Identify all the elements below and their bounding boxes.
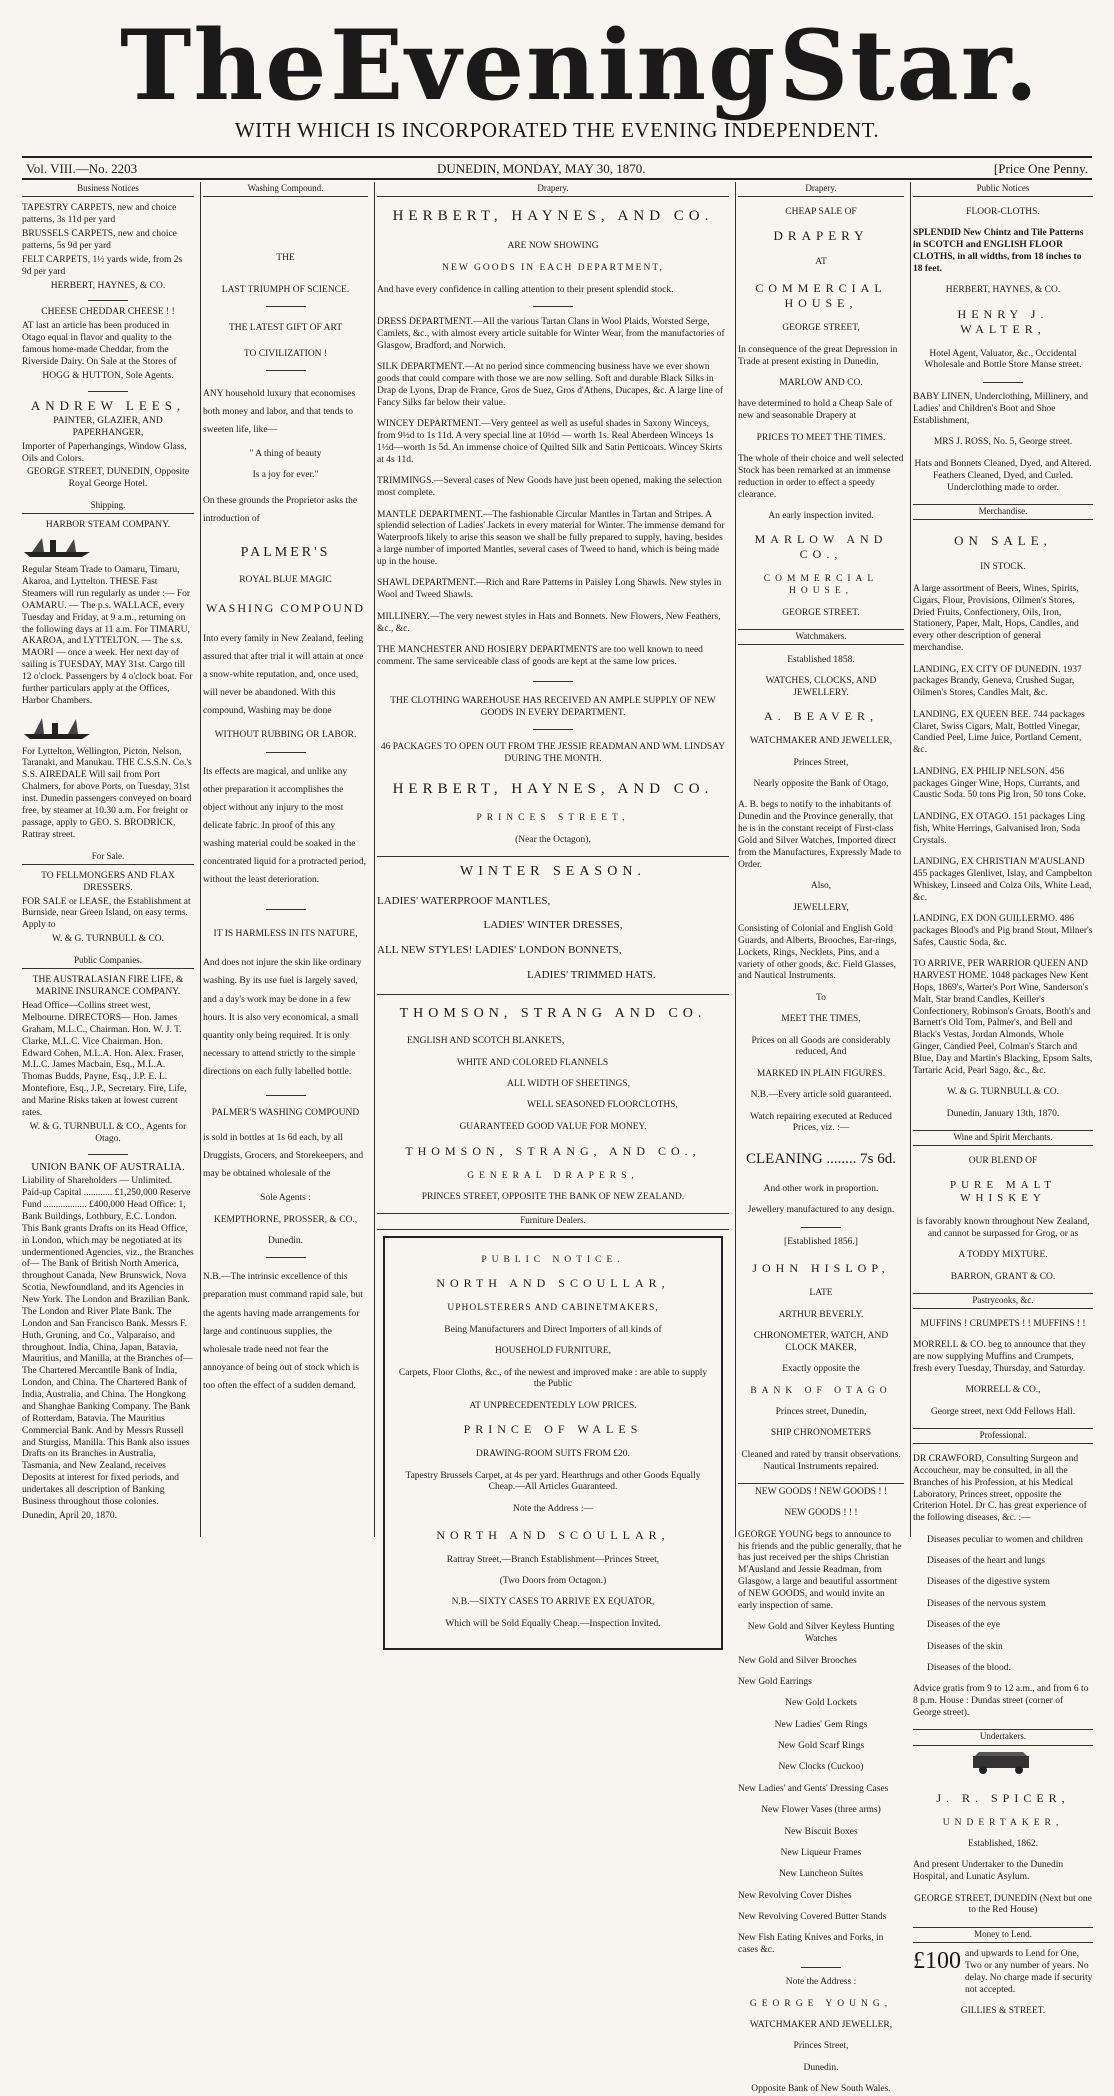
ad-text: FOR SALE or LEASE, the Establishment at Burnside, near Green Island, on easy terms. Apply to <box>22 896 191 931</box>
list-item: New Revolving Cover Dishes <box>738 1890 852 1901</box>
ad-text: Jewellery manufactured to any design. <box>747 1205 895 1216</box>
ad-text: Also, <box>810 881 832 892</box>
ad-signature: W. & G. TURNBULL & CO., Agents for Otago. <box>29 1121 187 1144</box>
list-item: Diseases of the digestive system <box>927 1577 1050 1588</box>
ad-heading: NORTH AND SCOULLAR, <box>436 1527 670 1542</box>
list-item: Diseases of the skin <box>927 1641 1003 1652</box>
ad-text: PRINCES STREET, OPPOSITE THE BANK OF NEW ZEALAND. <box>421 1191 685 1202</box>
harbor-ad <box>22 520 194 707</box>
ad-text: MARLOW AND CO. <box>779 377 863 388</box>
list-item: LANDING, EX QUEEN BEE. 744 packages Claret, Swiss Cigars, Malt, Bottled Vinegar, Candied Peel, Lime Juice, Portland Cement, &c. <box>913 709 1085 756</box>
union-bank-ad <box>22 1161 194 1523</box>
divider <box>801 1227 841 1228</box>
ad-text: Advice gratis from 9 to 12 a.m., and from 6 to 8 p.m. House : Dundas street (corner of George street). <box>913 1684 1089 1718</box>
ad-text: N.B.—SIXTY CASES TO ARRIVE EX EQUATOR, <box>451 1597 655 1608</box>
ad-heading: MARLOW AND CO., <box>754 532 888 562</box>
title-word-1: The <box>120 8 329 122</box>
ad-heading: THOMSON, STRANG, AND CO., <box>405 1143 701 1158</box>
list-item: New Ladies' Gem Rings <box>774 1719 868 1730</box>
ad-text: LADIES' WINTER DRESSES, <box>483 919 623 932</box>
dateline-bar <box>22 156 1092 180</box>
ad-text: Which will be Sold Equally Cheap.—Inspection Invited. <box>445 1618 661 1629</box>
divider <box>266 909 306 910</box>
ad-text: SHIP CHRONOMETERS <box>770 1428 872 1439</box>
ad-signature: BARRON, GRANT & CO. <box>950 1271 1056 1282</box>
ad-heading: A. BEAVER, <box>763 709 879 724</box>
ad-heading: THOMSON, STRANG AND CO. <box>399 1005 707 1021</box>
ad-text: DR CRAWFORD, Consulting Surgeon and Accoucheur, may be consulted, in all the Branches of his Profession, at his Medical Laboratory, Princes street, opposite the Criterion Hotel. Dr C. has great experience of the following diseases, &c. :— <box>913 1453 1087 1524</box>
ad-text: In consequence of the great Depression in Trade at present existing in Dunedin, <box>738 344 898 367</box>
ad-text: ANY household luxury that economises both money and labor, and that tends to sweeten life, like— <box>203 389 356 436</box>
ad-text: Hotel Agent, Valuator, &c., Occidental Wholesale and Bottle Store Manse street. <box>924 348 1082 371</box>
ad-heading: ANDREW LEES, <box>30 397 186 413</box>
ad-text: ENGLISH AND SCOTCH BLANKETS, <box>407 1036 565 1047</box>
list-item: New Biscuit Boxes <box>784 1826 858 1837</box>
ad-text: Established, 1862. <box>968 1838 1038 1849</box>
ad-signature: HERBERT, HAYNES, & CO. <box>945 285 1061 296</box>
ad-heading: ON SALE, <box>954 533 1052 549</box>
divider <box>88 300 128 301</box>
ad-signature: GILLIES & STREET. <box>960 2006 1046 2016</box>
ad-text: Tapestry Brussels Carpet, at 4s per yard. Hearthrugs and other Goods Equally Cheap.—All Articles Guaranteed. <box>405 1470 701 1493</box>
ad-text: Being Manufacturers and Direct Importers of all kinds of <box>444 1324 662 1335</box>
ad-text: NEW GOODS IN EACH DEPARTMENT, <box>442 262 664 273</box>
ad-text: IN STOCK. <box>980 562 1026 573</box>
ad-heading: HERBERT, HAYNES, AND CO. <box>392 208 714 225</box>
cheese-ad <box>22 307 194 382</box>
hearse-icon <box>913 1752 1093 1774</box>
ad-text: BRUSSELS CARPETS, new and choice patterns, 5s 9d per yard <box>22 229 177 251</box>
ad-text: WATCHMAKER AND JEWELLER, <box>749 736 893 747</box>
ad-heading: PURE MALT WHISKEY <box>949 1178 1057 1205</box>
section-header: For Sale. <box>22 850 194 865</box>
ad-text: GEORGE STREET. <box>782 607 860 618</box>
ad-text: GEORGE STREET, DUNEDIN (Next but one to the Red House) <box>914 1893 1092 1916</box>
ad-text: Watch repairing executed at Reduced Prices, viz. :— <box>750 1111 892 1134</box>
ad-text: OUR BLEND OF <box>968 1155 1038 1166</box>
ad-heading: WINTER SEASON. <box>460 864 646 880</box>
ad-text: And other work in proportion. <box>763 1184 879 1194</box>
ad-signature: W. & G. TURNBULL & CO. <box>51 934 165 945</box>
lees-ad <box>22 398 194 492</box>
section-header: Business Notices <box>22 182 194 197</box>
newspaper-title <box>120 8 1040 122</box>
ad-text: Princes street, Dunedin, <box>775 1406 867 1417</box>
price: [Price One Penny. <box>993 161 1088 176</box>
ad-text: Into every family in New Zealand, feeling assured that after trial it will attain at once a snow-white reputation, and, once used, will never be abandoned. With this compound, Washing may be done <box>203 634 364 717</box>
dept-text: MILLINERY.—The very newest styles in Hats and Bonnets. New Flowers, New Feathers, &c., &c. <box>377 611 721 634</box>
ad-text: George street, next Odd Fellows Hall. <box>930 1406 1076 1417</box>
ad-text: JEWELLERY, <box>793 902 849 913</box>
ad-text: N.B.—The intrinsic excellence of this preparation must command rapid sale, but the agents having made arrangements for large and continuous supplies, the wholesale trade need not fear the annoyance of being out of stock which is too often the effect of a sudden demand. <box>203 1272 363 1391</box>
ad-heading: NORTH AND SCOULLAR, <box>436 1276 670 1291</box>
steamship-icon <box>22 716 92 740</box>
ad-signature: HERBERT, HAYNES, & CO. <box>50 280 166 291</box>
ad-text: AT <box>815 257 827 268</box>
ad-text: WATCHMAKER AND JEWELLER, <box>749 2019 893 2030</box>
column-4 <box>738 182 911 2094</box>
divider <box>533 729 573 730</box>
list-item: Diseases of the heart and lungs <box>927 1556 1045 1566</box>
ad-text: MEET THE TIMES, <box>781 1014 861 1025</box>
ad-text: COMMERCIAL HOUSE, <box>763 574 879 597</box>
ad-text: For Lyttelton, Wellington, Picton, Nelson, Taranaki, and Manukau. THE C.S.S.N. Co.'s S.S. AIREDALE Will sail from Port Chalmers, for above Ports, on Tuesday, 31st inst. Dunedin passengers conveyed on board free, by steamer at 10.30 a.m. For freight or passage, apply to GEO. S. BRODRICK, Rattray street. <box>22 746 192 840</box>
ad-text: AT last an article has been produced in Otago equal in flavor and quality to the famous home-made Cheddar, from the Riverside Dairy. On Sale at the Stores of <box>22 321 177 367</box>
ad-text: Note the Address : <box>785 1977 857 1988</box>
list-item: New Gold and Silver Keyless Hunting Watches <box>747 1622 895 1645</box>
title-word-2: Evening <box>330 8 778 122</box>
ad-text: Its effects are magical, and unlike any other preparation it accomplishes the object without any injury to the most delicate fabric. In proof of this any washing material could be soaked in the concentrated liquid for a protracted period, without the least deterioration. <box>203 766 367 885</box>
list-item: New Ladies' and Gents' Dressing Cases <box>738 1783 889 1794</box>
ad-text: 46 PACKAGES TO OPEN OUT FROM THE JESSIE READMAN AND WM. LINDSAY DURING THE MONTH. <box>380 741 726 764</box>
ad-text: MARKED IN PLAIN FIGURES. <box>756 1068 886 1079</box>
ad-heading: MUFFINS ! CRUMPETS ! ! MUFFINS ! ! <box>920 1318 1086 1329</box>
ad-heading: TO FELLMONGERS AND FLAX DRESSERS. <box>41 870 175 893</box>
ad-heading: NEW GOODS ! ! ! <box>784 1508 858 1519</box>
list-item: New Gold Earrings <box>738 1676 812 1687</box>
ad-heading: GEORGE YOUNG, <box>749 1998 893 2009</box>
quote: " A thing of beauty <box>249 448 322 459</box>
list-item: New Luncheon Suites <box>779 1869 863 1880</box>
ad-text: And does not injure the skin like ordinary washing. By its use fuel is largely saved, and a day's work may be done in a few hours. It is also very economical, a small quantity only being required. It is only necessary to attend strictly to the simple directions on each fully labelled bottle. <box>203 958 362 1077</box>
ad-heading: PUBLIC NOTICE. <box>481 1255 625 1265</box>
divider <box>88 1154 128 1155</box>
ad-heading: CLEANING ........ 7s 6d. <box>746 1151 896 1168</box>
ad-text: PRICES TO MEET THE TIMES. <box>756 432 886 443</box>
section-header: Professional. <box>913 1428 1093 1444</box>
dept-text: DRESS DEPARTMENT.—All the various Tartan Clans in Wool Plaids, Worsted Serge, Camlets, &c., with almost every article suitable for Winter Wear, from the manufactories of Glasgow, Bradford, and Norwich. <box>377 317 725 351</box>
dept-text: SILK DEPARTMENT.—At no period since commencing business have we ever shown goods that could compare with those we are now selling. Soft and durable Black Silks in Drap de Lyons, Drap de France, Gros de Suez, Gros d'Athens, Ducapes, &c. A large line of Fancy Silks far below their value. <box>377 362 724 408</box>
ad-text: ROYAL BLUE MAGIC <box>239 575 332 586</box>
ad-text: THE CLOTHING WAREHOUSE HAS RECEIVED AN AMPLE SUPPLY OF NEW GOODS IN EVERY DEPARTMENT. <box>390 695 716 718</box>
section-header: Public Companies. <box>22 954 194 969</box>
ad-text: ARE NOW SHOWING <box>507 241 599 251</box>
ad-text: [Established 1856.] <box>784 1237 858 1248</box>
ad-text: Princes Street, <box>793 2041 849 2052</box>
ad-heading: COMMERCIAL HOUSE, <box>755 281 887 311</box>
airedale-ad <box>22 716 194 842</box>
ad-text: Prices on all Goods are considerably reduced, And <box>751 1035 891 1058</box>
ad-text: THE LATEST GIFT OF ART <box>228 323 343 333</box>
list-item: New Gold Lockets <box>785 1698 857 1709</box>
ad-text: Note the Address :— <box>513 1503 593 1514</box>
ad-heading: WASHING COMPOUND <box>205 601 365 616</box>
ad-text: N.B.—Every article sold guaranteed. <box>750 1090 892 1101</box>
ad-signature: MORRELL & CO., <box>965 1385 1041 1396</box>
ad-text: A. B. begs to notify to the inhabitants of Dunedin and the Province generally, that <box>738 800 894 823</box>
divider <box>266 370 306 371</box>
list-item: Diseases of the blood. <box>927 1662 1011 1673</box>
ad-text: Dunedin. <box>267 1236 304 1247</box>
ad-text: Carpets, Floor Cloths, &c., of the newest and improved make : are able to supply the Public <box>398 1367 708 1390</box>
masthead <box>0 0 1114 150</box>
list-item: Diseases peculiar to women and children <box>927 1534 1083 1545</box>
ad-heading: HERBERT, HAYNES, AND CO. <box>392 780 714 797</box>
ad-text: DRAWING-ROOM SUITS FROM £20. <box>476 1449 630 1460</box>
ad-text: Dunedin. <box>803 2062 839 2073</box>
divider <box>533 306 573 307</box>
divider <box>266 1095 306 1096</box>
dept-text: MANTLE DEPARTMENT.—The fashionable Circular Mantles in Tartan and Stripes. A splendid selection of Ladies' Jackets in every material for Winter. The immense demand for Waterproofs likely to arise this season we shall be fully prepared to supply, having, besides a large number of imported Mantles, several cases of Tweed to hand, which is being made up in the house. <box>377 509 725 567</box>
ad-date: Dunedin, January 13th, 1870. <box>946 1108 1060 1119</box>
ad-text: And present Undertaker to the Dunedin Hospital, and Lunatic Asylum. <box>913 1860 1064 1883</box>
ad-signature: HOGG & HUTTON, Sole Agents. <box>42 370 174 381</box>
ad-text: Princes Street, <box>793 757 849 768</box>
list-item: LANDING, EX DON GUILLERMO. 486 packages Blood's and Pig brand Stout, Milner's Safes, Caustic Soda, &c. <box>913 913 1093 948</box>
list-item: LANDING, EX OTAGO. 151 packages Ling fish, White Herrings, Galvanised Iron, Soda Crystals. <box>913 811 1086 846</box>
ad-text: (Near the Octagon), <box>515 834 591 845</box>
section-header: Washing Compound. <box>203 182 368 197</box>
section-header: Undertakers. <box>913 1729 1093 1745</box>
subtitle: WITH WHICH IS INCORPORATED THE EVENING INDEPENDENT. <box>234 118 880 142</box>
ad-text: LATE <box>809 1288 833 1299</box>
divider <box>88 391 128 392</box>
ad-text: Head Office—Collins street west, Melbourne. DIRECTORS— Hon. James Graham, M.L.C., Chairman. Hon. W. J. T. Clarke, M.L.C. Vice Chairman. Hon. Edward Cohen, M.L.A. Hon. Alex. Fraser, M.L.C. James Macbain, Esq., M.L.A. Thomas Budds, Payne, Esq., J.P. E. L. Montefiore, Esq., J.P., Secretary. Fire, Life, and Marine Risks taken at lowest current rates. <box>22 1001 187 1118</box>
ad-text: GEORGE YOUNG begs to announce to his friends and the public generally, that he has just received per the ships Christian M'Ausland and Jessie Readman, from Glasgow, a large and beautiful assortment of NEW GOODS, and would invite an early inspection of same. <box>738 1529 902 1611</box>
list-item: Diseases of the nervous system <box>927 1598 1046 1609</box>
ad-text: Opposite Bank of New South Wales. <box>751 2084 891 2094</box>
ad-text: UNDERTAKER, <box>942 1817 1064 1828</box>
ad-heading: DRAPERY <box>773 228 869 244</box>
fellmongers-ad <box>22 871 194 946</box>
section-header: Pastrycooks, &c. <box>913 1293 1093 1309</box>
volume-number: Vol. VIII.—No. 2203 <box>26 161 138 176</box>
list-item: New Gold Scarf Rings <box>777 1741 865 1751</box>
section-header: Shipping. <box>22 499 194 514</box>
ad-text: ALL NEW STYLES! LADIES' LONDON BONNETS, <box>377 944 622 957</box>
ad-heading: PRINCE OF WALES <box>463 1422 643 1437</box>
ad-text: is sold in bottles at 1s 6d each, by all Druggists, Grocers, and Storekeepers, and may be obtained wholesale of the <box>203 1133 364 1180</box>
ad-text: CHEAP SALE OF <box>785 206 857 217</box>
list-item: New Clocks (Cuckoo) <box>778 1762 864 1773</box>
ad-text: HOUSEHOLD FURNITURE, <box>494 1346 612 1357</box>
divider <box>266 306 306 307</box>
ad-heading: THE AUSTRALASIAN FIRE LIFE, & MARINE INSURANCE COMPANY. <box>32 975 184 998</box>
ad-text: And have every confidence in calling attention to their present splendid stock. <box>377 284 674 295</box>
list-item: New Gold and Silver Brooches <box>738 1655 857 1666</box>
ad-text: Established 1858. <box>787 654 855 665</box>
ad-text: PAINTER, GLAZIER, AND PAPERHANGER, <box>53 415 163 438</box>
list-item: Diseases of the eye <box>927 1620 1001 1631</box>
list-item: New Liqueur Frames <box>780 1847 862 1858</box>
list-item: LANDING, EX CITY OF DUNEDIN. 1937 packages Brandy, Geneva, Crushed Sugar, Oilmen's Stores, Candles Malt, &c. <box>913 664 1082 699</box>
furniture-ad-box <box>383 1236 723 1651</box>
list-item: LANDING, EX PHILIP NELSON. 456 packages Ginger Wine, Hops, Currants, and Caustic Soda. 50 tons Pig Iron, 50 tons Coke. <box>913 766 1086 801</box>
ad-text: A TODDY MIXTURE. <box>958 1250 1048 1261</box>
ad-text: ALL WIDTH OF SHEETINGS, <box>507 1078 630 1089</box>
ad-heading: UNION BANK OF AUSTRALIA. <box>31 1160 185 1173</box>
ad-text: GENERAL DRAPERS, <box>467 1170 639 1181</box>
list-item: New Fish Eating Knives and Forks, in cases &c. <box>738 1933 884 1956</box>
divider <box>801 1967 841 1968</box>
title-word-3: Star. <box>778 8 1040 122</box>
list-item: TO ARRIVE, PER WARRIOR QUEEN AND HARVEST HOME. 1048 packages New Kent Hops, 1869's, Warter's Port Wine, Sanderson's Malt, Star brand Candles, Keiller's Confectionery, Robinson's Groats, Booth's and Barnett's Old Tom, Palmer's, and Bell and Black's Vestas, Jordan Almonds, Whole Ginger, Candied Peel, Colman's Starch and Blue, Day and Martin's Blacking, Epsom Salts, Tartaric Acid, Pearl Sago, &c., &c. <box>913 959 1093 1076</box>
section-header: Watchmakers. <box>738 629 904 645</box>
insurance-ad <box>22 975 194 1145</box>
ad-text: The whole of their choice and well selected Stock has been remarked at an immense reduction in order to effect a speedy clearance. <box>738 453 904 500</box>
ad-text: Importer of Paperhangings, Window Glass, Oils and Colors. <box>22 441 187 464</box>
divider <box>266 1257 306 1258</box>
column-1 <box>22 182 201 1537</box>
ad-text: and upwards to Lend for One, Two or any number of years. No delay. No charge made if security not accepted. <box>965 1949 1093 1995</box>
ad-text: FELT CARPETS, 1½ yards wide, from 2s 9d per yard <box>22 254 183 277</box>
ad-text: Rattray Street,—Branch Establishment—Princes Street, <box>446 1554 660 1565</box>
section-header: Drapery. <box>377 182 729 197</box>
ad-signature: KEMPTHORNE, PROSSER, & CO., <box>213 1214 358 1225</box>
section-header: Public Notices <box>913 182 1093 197</box>
ad-text: ARTHUR BEVERLY. <box>778 1309 864 1320</box>
ad-heading: WATCHES, CLOCKS, AND JEWELLERY. <box>765 676 877 698</box>
ad-text: BABY LINEN, Underclothing, Millinery, and Ladies' and Children's Boot and Shoe Establishment, <box>913 392 1089 426</box>
ad-text: A large assortment of Beers, Wines, Spirits, Cigars, Flour, Provisions, Oilmen's Stores, Dried Fruits, Confectionery, Oils, Iron, Stationery, Paper, Malt, Hops, Candles, and every other description of general merchandise. <box>913 583 1079 654</box>
ad-text: GUARANTEED GOOD VALUE FOR MONEY. <box>459 1121 647 1132</box>
ad-text: Liability of Shareholders — Unlimited. Paid-up Capital ............ £1,250,000 Reserve Fund .................. £400,000 Head Office: 1, Bank Buildings, Lothbury, E.C. London. This Bank grants Drafts on its Head Office, in London, which may be negotiated at its undermentioned Agencies, viz., the Branches of— The Bank of British North America, throughout Canada, New Brunswick, Nova Scotia, Newfoundland, and its Agencies in New York. The London and Brazilian Bank. The London and River Plate Bank. The London and San Francisco Bank. Messrs F. Huth, Gruning, and Co., Valparaiso, and throughout. India, China, Japan, Batavia, Mauritius, and Manilla, at the Branches of— The Chartered Mercantile Bank of India, London, and China. The Chartered Bank of India, Australia, and China. The Hongkong and Shanghae Banking Company. The Bank of Rotterdam, Batavia. The Mauritius Commercial Bank. And by Messrs Russell and Sturgiss, Manilla. This Bank also issues Drafts on its Branches in Australia, Tasmania, and New Zealand, receives Deposits at interest for fixed periods, and undertakes all description of Banking Business throughout those colonies. <box>22 1176 194 1507</box>
section-header: Money to Lend. <box>913 1927 1093 1943</box>
place-date: DUNEDIN, MONDAY, MAY 30, 1870. <box>437 161 646 176</box>
ad-date: Dunedin, April 20, 1870. <box>22 1510 117 1521</box>
ad-heading: HARBOR STEAM COMPANY. <box>45 520 171 531</box>
ad-text: MRS J. ROSS, No. 5, George street. <box>933 437 1073 448</box>
dept-text: THE MANCHESTER AND HOSIERY DEPARTMENTS are too well known to need comment. The same serviceable class of goods are kept at the same low prices. <box>377 644 703 667</box>
ad-text: is favorably known throughout New Zealand, and cannot be surpassed for Grog, or as <box>916 1217 1090 1239</box>
dept-text: SHAWL DEPARTMENT.—Rich and Rare Patterns in Paisley Long Shawls. New styles in Wool and Tweed Shawls. <box>377 578 722 601</box>
ad-text: IT IS HARMLESS IN ITS NATURE, <box>213 929 358 940</box>
ad-text: BANK OF OTAGO <box>750 1385 892 1396</box>
money-amount: £100 <box>913 1948 961 1974</box>
section-header: Merchandise. <box>913 504 1093 520</box>
ad-text: Nearly opposite the Bank of Otago, <box>753 779 889 789</box>
divider <box>983 382 1023 383</box>
ad-text: MORRELL & CO. beg to announce that they are now supplying Muffins and Crumpets, fresh every Tuesday, Thursday, and Saturday. <box>913 1340 1086 1374</box>
section-header: Drapery. <box>738 182 904 197</box>
ad-text: WITHOUT RUBBING OR LABOR. <box>214 730 357 741</box>
dept-text: TRIMMINGS.—Several cases of New Goods have just been opened, making the selection most complete. <box>377 476 722 499</box>
ad-text: An early inspection invited. <box>768 510 874 521</box>
divider <box>533 681 573 682</box>
ad-text: LADIES' WATERPROOF MANTLES, <box>377 894 551 907</box>
ad-text: have determined to hold a Cheap Sale of new and seasonable Drapery at <box>738 399 893 422</box>
ad-text: (Two Doors from Octagon.) <box>499 1576 607 1586</box>
ad-text: On these grounds the Proprietor asks the introduction of <box>203 495 358 524</box>
ad-heading: CHEESE CHEDDAR CHEESE ! ! <box>41 307 175 318</box>
ad-text: PRINCES STREET, <box>476 813 630 824</box>
column-3 <box>377 182 736 1629</box>
dept-text: WINCEY DEPARTMENT.—Very genteel as well as useful shades in Saxony Winceys, from 9½d to 1s 11d. A very special line at 10½d — worth 1s. Real Aberdeen Winceys 1s 1½d—worth 1s 5d. An immense choice of Quilted Silk and Satin Petticoats. Wincey Skirts at 4s 11d. <box>377 419 723 465</box>
ad-text: TO CIVILIZATION ! <box>243 348 328 359</box>
ad-text: LADIES' TRIMMED HATS. <box>527 968 656 981</box>
list-item: New Revolving Covered Butter Stands <box>738 1912 887 1922</box>
ad-text: CHRONOMETER, WATCH, AND CLOCK MAKER, <box>753 1330 889 1353</box>
ad-heading: JOHN HISLOP, <box>752 1261 890 1276</box>
ad-heading: NEW GOODS ! NEW GOODS ! ! <box>738 1483 904 1499</box>
column-5 <box>913 182 1093 2016</box>
ad-text: Cleaned and rated by transit observations. Nautical Instruments repaired. <box>741 1449 901 1472</box>
list-item: New Flower Vases (three arms) <box>761 1805 881 1816</box>
steamship-icon <box>22 534 92 558</box>
ad-signature: W. & G. TURNBULL & CO. <box>946 1087 1060 1098</box>
ad-heading: J. R. SPICER, <box>936 1790 1070 1805</box>
list-item: LANDING, EX CHRISTIAN M'AUSLAND 455 packages Glenlivet, Islay, and Campbelton Whiskey, Linseed and Colza Oils, White Lead, &c. <box>913 856 1093 903</box>
section-header: Wine and Spirit Merchants. <box>913 1130 1093 1146</box>
ad-text: THE <box>276 252 295 263</box>
ad-text: Regular Steam Trade to Oamaru, Timaru, Akaroa, and Lyttelton. THESE Fast Steamers will run regularly as under :— For OAMARU. — The p.s. WALLACE, every Tuesday and Friday, at 9 a.m., returning on the following days at 11 a.m. For TIMARU, AKAROA, and LYTTELTON. — The s.s. MAORI — once a week. Her next day of sailing is TUESDAY, MAY 31st. Cargo till 12 o'clock. Passengers by 4 o'clock boat. For further particulars apply at the Offices, Harbor Chambers. <box>22 565 193 706</box>
ad-text: GEORGE STREET, <box>782 323 860 334</box>
divider <box>266 752 306 753</box>
ad-text: Sole Agents : <box>260 1193 311 1204</box>
ad-text: GEORGE STREET, DUNEDIN, Opposite Royal George Hotel. <box>26 467 190 490</box>
carpets-ad <box>22 203 194 292</box>
ad-heading: PALMER'S WASHING COMPOUND <box>211 1107 360 1118</box>
ad-text: Consisting of Colonial and English Gold Guards, and Alberts, Brooches, Ear-rings, Lockets, Rings, Necklets, Pins, and a variety of other goods, &c. Field Glasses, and Nautical Instruments. <box>738 923 897 982</box>
ad-text: WHITE AND COLORED FLANNELS <box>457 1057 609 1068</box>
quote: Is a joy for ever." <box>252 470 319 481</box>
column-2 <box>203 182 375 1537</box>
ad-text: SPLENDID New Chintz and Tile Patterns in SCOTCH and ENGLISH FLOOR CLOTHS, in all widths, from 18 inches to 18 feet. <box>913 228 1084 274</box>
ad-heading: PALMER'S <box>240 544 331 560</box>
ad-heading: FLOOR-CLOTHS. <box>966 206 1040 217</box>
ad-heading: HENRY J. WALTER, <box>957 306 1049 336</box>
ad-text: he is in the constant receipt of First-class Gold and Silver Watches, Imported direct from the Manufactures, Expressly Made to Order. <box>738 824 902 870</box>
ad-text: AT UNPRECEDENTEDLY LOW PRICES. <box>469 1400 637 1411</box>
ad-text: Hats and Bonnets Cleaned, Dyed, and Altered. Feathers Cleaned, Dyed, and Curled. Underclothing made to order. <box>914 458 1092 493</box>
ad-text: WELL SEASONED FLOORCLOTHS, <box>527 1100 678 1111</box>
ad-text: To <box>816 992 826 1003</box>
ad-text: UPHOLSTERERS AND CABINETMAKERS, <box>447 1303 659 1314</box>
ad-text: LAST TRIUMPH OF SCIENCE. <box>221 284 350 295</box>
section-header: Furniture Dealers. <box>377 1213 729 1229</box>
ad-text: TAPESTRY CARPETS, new and choice patterns, 3s 11d per yard <box>22 203 177 226</box>
ad-text: Exactly opposite the <box>782 1364 860 1375</box>
